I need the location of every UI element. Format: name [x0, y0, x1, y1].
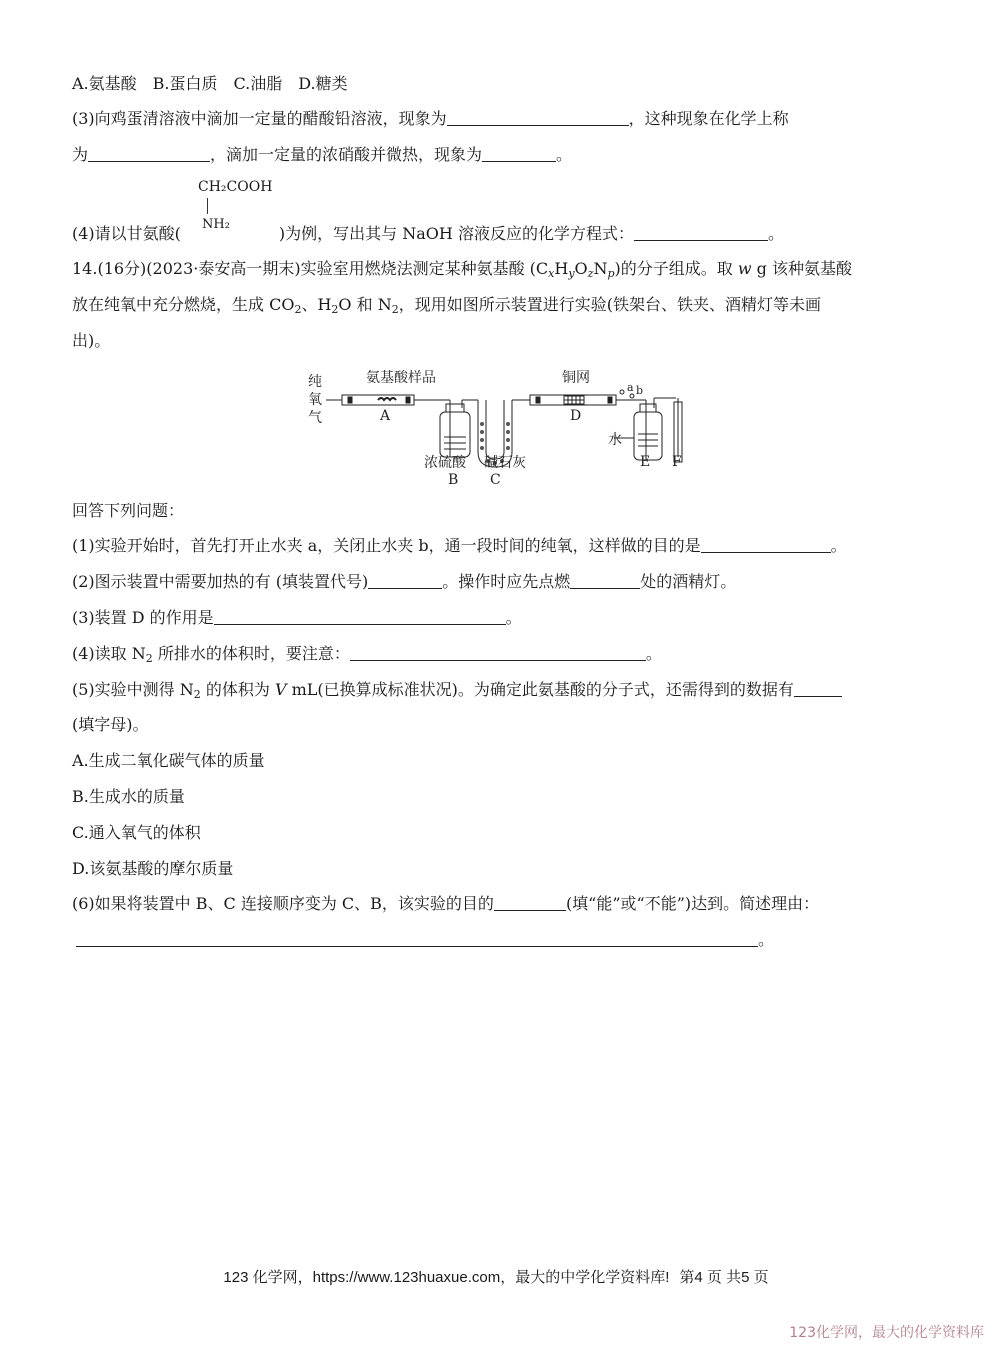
glycine-structure: CH₂COOH NH₂ [198, 179, 273, 232]
label-pure-oxygen-2: 氧 [308, 392, 322, 408]
option-B: B.生成水的质量 [72, 787, 185, 806]
option-C: C.通入氧气的体积 [72, 823, 201, 842]
label-water: 水 [608, 432, 622, 448]
page-number: 第4 页 共5 页 [679, 1269, 769, 1286]
answer-blank[interactable] [794, 680, 842, 697]
q14-sub5-line1: (5)实验中测得 $N_2$ 的体积为 V mL(已换算成标准状况)。为确定此氨基酸的分子式，还需得到的数据有 [72, 679, 842, 701]
label-copper-mesh: 铜网 [562, 370, 590, 386]
answer-blank[interactable] [76, 930, 758, 947]
label-pure-oxygen-3: 气 [308, 410, 322, 426]
option-A: A.生成二氧化碳气体的质量 [72, 751, 265, 770]
label-b: b [636, 384, 644, 397]
bottle-B [440, 412, 470, 457]
q13-part3-line2: 为 ，滴加一定量的浓硝酸并微热，现象为 。 [72, 145, 573, 164]
answer-blank[interactable] [634, 224, 768, 241]
answer-blank[interactable] [701, 536, 831, 553]
label-B: B [448, 472, 459, 487]
q14-sub6-line1: (6)如果将装置中 B、C 连接顺序变为 C、B，该实验的目的 (填“能”或“不能”)达到。简述理由： [72, 894, 820, 913]
answer-blank[interactable] [447, 109, 629, 126]
bottle-E [634, 412, 662, 460]
q13-options: A.氨基酸 B.蛋白质 C.油脂 D.糖类 [72, 74, 348, 93]
watermark: 123化学网，最大的化学资料库 [789, 1325, 984, 1341]
answer-prompt: 回答下列问题： [72, 501, 185, 520]
answer-blank[interactable] [88, 145, 210, 162]
apparatus-diagram [300, 362, 700, 487]
q14-intro-line1: 14.(16分)(2023·泰安高一期末)实验室用燃烧法测定某种氨基酸 $(C_xH_yO_zN_p)$的分子组成。取 w g 该种氨基酸 [72, 259, 852, 280]
label-D: D [570, 408, 582, 424]
label-pure-oxygen-1: 纯 [308, 374, 322, 390]
q14-sub1: (1)实验开始时，首先打开止水夹 a，关闭止水夹 b，通一段时间的纯氧，这样做的目的是 。 [72, 536, 847, 555]
answer-blank[interactable] [350, 644, 646, 661]
footer-text: 123 化学网，https://www.123huaxue.com，最大的中学化学资料库! [223, 1269, 670, 1286]
q14-intro-line3: 出)。 [72, 331, 111, 350]
answer-blank[interactable] [482, 145, 556, 162]
q14-sub2: (2)图示装置中需要加热的有 (填装置代号) 。操作时应先点燃 处的酒精灯。 [72, 572, 737, 591]
label-F: F [672, 454, 682, 470]
option-D: D.该氨基酸的摩尔质量 [72, 859, 234, 878]
q14-intro-line2: 放在纯氧中充分燃烧，生成 $CO_2$、$H_2O$ 和 $N_2$，现用如图所示装置进行实验(铁架台、铁夹、酒精灯等未画 [72, 295, 821, 316]
sample-in-A [378, 398, 396, 400]
page-footer [0, 1266, 992, 1287]
q14-sub4: (4)读取 $N_2$ 所排水的体积时，要注意： 。 [72, 644, 662, 665]
label-conc-acid: 浓硫酸 [424, 455, 466, 471]
answer-blank[interactable] [494, 894, 566, 911]
label-C: C [490, 472, 501, 487]
answer-blank[interactable] [570, 572, 640, 589]
answer-blank[interactable] [214, 608, 506, 625]
label-E: E [640, 454, 651, 470]
q14-sub3: (3)装置 D 的作用是 。 [72, 608, 522, 627]
q14-sub5-line2: (填字母)。 [72, 715, 149, 734]
label-a: a [627, 381, 634, 394]
q13-part4: (4)请以甘氨酸( )为例，写出其与 NaOH 溶液反应的化学方程式： 。 [72, 224, 784, 243]
answer-blank[interactable] [368, 572, 442, 589]
label-A: A [380, 408, 391, 424]
q14-sub6-line2: 。 [76, 929, 774, 951]
q13-part3-line1: (3)向鸡蛋清溶液中滴加一定量的醋酸铅溶液，现象为 ，这种现象在化学上称 [72, 109, 789, 128]
label-soda-lime: 碱石灰 [484, 455, 526, 471]
label-sample: 氨基酸样品 [366, 370, 436, 386]
